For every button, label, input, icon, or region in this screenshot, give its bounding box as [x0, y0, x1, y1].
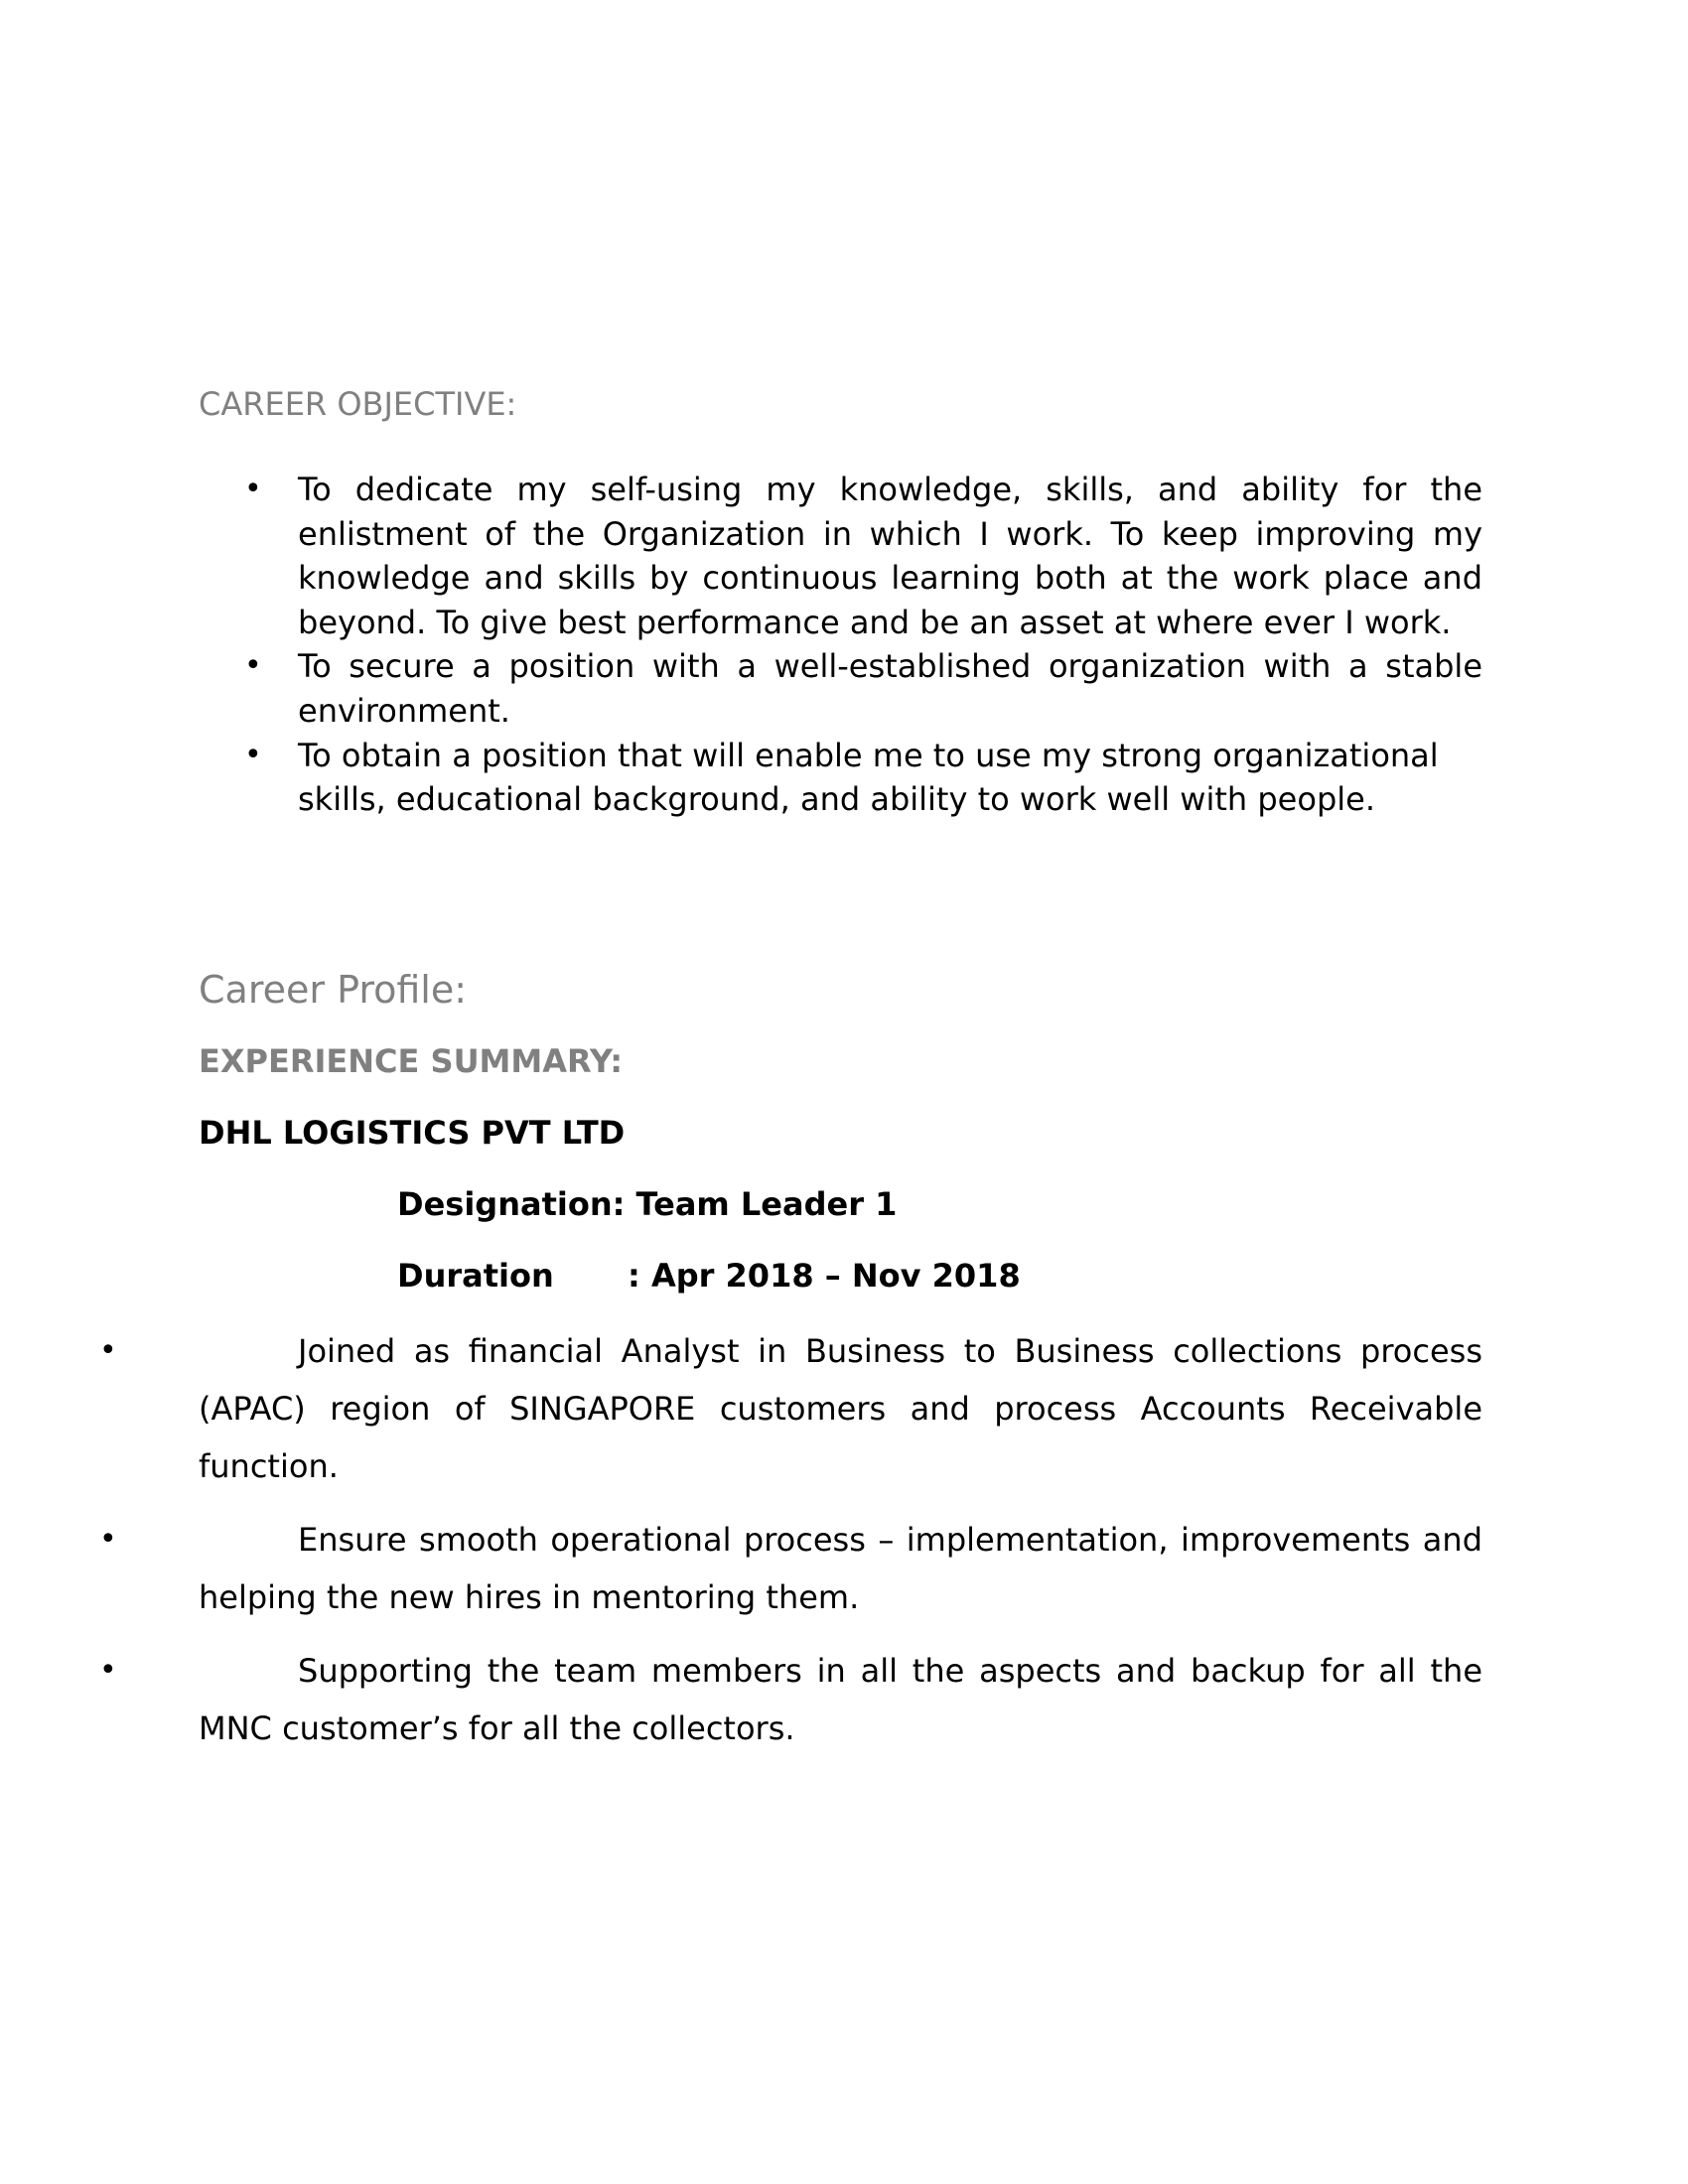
- designation-line: Designation: Team Leader 1: [397, 1184, 898, 1223]
- responsibility-text: Supporting the team members in all the aspects and backup for all the MNC customer’s for all the collectors.: [199, 1651, 1482, 1747]
- responsibility-item: [99, 1642, 1482, 1757]
- career-objective-list: [199, 468, 1482, 822]
- bullet-icon: •: [99, 1332, 117, 1368]
- responsibility-item: [99, 1511, 1482, 1626]
- objective-text: To dedicate my self-using my knowledge, skills, and ability for the enlistment of the Organization in which I work. To keep improving my knowledge and skills by continuous learning both at the work place and beyond. To give best performance and be an asset at where ever I work.: [298, 471, 1482, 641]
- objective-text: To secure a position with a well-established organization with a stable environment.: [298, 647, 1482, 730]
- objective-item: [199, 468, 1482, 644]
- bullet-icon: •: [99, 1652, 117, 1688]
- duration-value: : Apr 2018 – Nov 2018: [628, 1256, 1021, 1295]
- objective-item: [199, 734, 1482, 822]
- duration-label: Duration: [397, 1256, 554, 1295]
- responsibility-text: Ensure smooth operational process – implementation, improvements and helping the new hires in mentoring them.: [199, 1520, 1482, 1616]
- bullet-icon: •: [244, 737, 262, 772]
- objective-item: [199, 644, 1482, 733]
- responsibility-text: Joined as financial Analyst in Business to Business collections process (APAC) region of SINGAPORE customers and process Accounts Receivable function.: [199, 1331, 1482, 1485]
- responsibility-item: [99, 1322, 1482, 1495]
- bullet-icon: •: [244, 472, 262, 506]
- bullet-icon: •: [244, 648, 262, 684]
- objective-text: To obtain a position that will enable me to use my strong organizational skills, educational background, and ability to work well with people.: [298, 736, 1439, 819]
- career-objective-heading: CAREER OBJECTIVE:: [199, 385, 517, 423]
- resume-content: [99, 380, 1482, 1757]
- experience-summary-heading: EXPERIENCE SUMMARY:: [199, 1041, 624, 1080]
- duration-line: [199, 1251, 1482, 1300]
- career-profile-heading: Career Profile:: [199, 967, 468, 1012]
- bullet-icon: •: [99, 1521, 117, 1557]
- company-name: DHL LOGISTICS PVT LTD: [199, 1113, 626, 1152]
